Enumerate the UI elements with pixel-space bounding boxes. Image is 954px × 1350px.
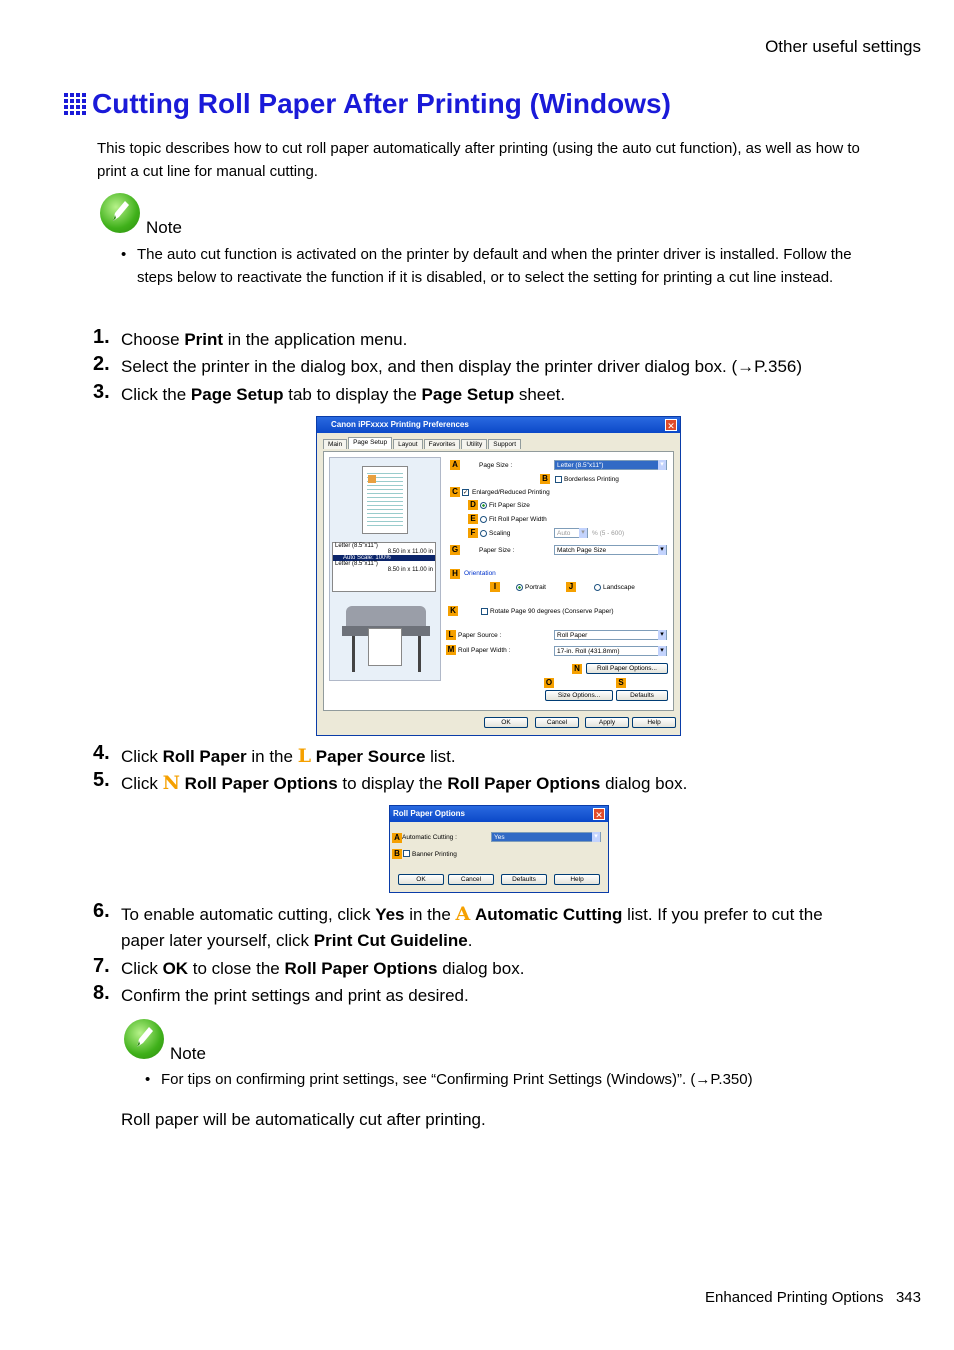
step-5: 5. Click N Roll Paper Options to display the Roll Paper Options dialog box. [93, 769, 688, 794]
dialog2-defaults-button[interactable]: Defaults [501, 874, 547, 885]
step-2: 2. Select the printer in the dialog box, and then display the printer driver dialog box. (→P.356) [93, 353, 803, 376]
automatic-cutting-select[interactable]: Yes ▾ [491, 832, 601, 842]
intro-paragraph: This topic describes how to cut roll paper automatically after printing (using the auto cut function), as well as how to print a cut line for manual cutting. [97, 140, 860, 180]
tab-page-setup[interactable]: Page Setup [348, 437, 392, 449]
dialog2-titlebar: Roll Paper Options ✕ [390, 806, 608, 822]
printer-image [338, 600, 434, 676]
page-setup-dialog-screenshot [316, 416, 681, 736]
fit-roll-radio[interactable] [480, 516, 487, 523]
borderless-checkbox[interactable] [555, 476, 562, 483]
step-3: 3. Click the Page Setup tab to display the Page Setup sheet. [93, 381, 566, 404]
note-label: Note [146, 218, 182, 237]
help-button[interactable]: Help [632, 717, 676, 728]
close-icon[interactable]: ✕ [665, 419, 677, 431]
dialog2-cancel-button[interactable]: Cancel [448, 874, 494, 885]
banner-printing-checkbox[interactable] [403, 850, 410, 857]
preview-area [329, 457, 441, 681]
grid-icon [64, 93, 86, 115]
page-size-select[interactable]: Letter (8.5"x11") ▾ [554, 460, 667, 470]
page-preview-icon [362, 466, 408, 534]
page-title-text: Cutting Roll Paper After Printing (Windows) [92, 88, 671, 119]
apply-button[interactable]: Apply [585, 717, 629, 728]
rotate-checkbox[interactable] [481, 608, 488, 615]
tab-support[interactable]: Support [488, 439, 521, 449]
roll-paper-options-button[interactable]: Roll Paper Options... [586, 663, 668, 674]
step-4: 4. Click Roll Paper in the L Paper Source list. [93, 742, 456, 767]
fit-paper-radio[interactable] [480, 502, 487, 509]
landscape-radio[interactable] [594, 584, 601, 591]
ok-button[interactable]: OK [484, 717, 528, 728]
page-footer: Enhanced Printing Options 343 [705, 1289, 921, 1306]
dialog2-help-button[interactable]: Help [554, 874, 600, 885]
tab-main[interactable]: Main [323, 439, 347, 449]
close-icon[interactable]: ✕ [593, 808, 605, 820]
dialog2-ok-button[interactable]: OK [398, 874, 444, 885]
defaults-button[interactable]: Defaults [616, 690, 668, 701]
roll-paper-options-dialog-screenshot: Roll Paper Options ✕ A Automatic Cutting : Yes ▾ B Banner Printing OK Cancel Defaults Help [389, 805, 609, 893]
enlarged-checkbox[interactable]: ✓ [463, 490, 469, 496]
page-number: 343 [895, 1289, 921, 1306]
paper-size-select[interactable]: Match Page Size ▾ [554, 545, 667, 555]
step-7: 7. Click OK to close the Roll Paper Options dialog box. [93, 955, 525, 978]
step-6-line-2: paper later yourself, click Print Cut Guideline. [121, 931, 473, 950]
paper-source-select[interactable]: Roll Paper ▾ [554, 630, 667, 640]
roll-width-select[interactable]: 17-in. Roll (431.8mm) ▾ [554, 646, 667, 656]
tab-favorites[interactable]: Favorites [424, 439, 461, 449]
dialog-tabs [323, 439, 522, 449]
tab-utility[interactable]: Utility [461, 439, 487, 449]
size-info-box: Letter (8.5"x11") 8.50 in x 11.00 in Auto Scale: 100% Letter (8.5"x11") 8.50 in x 11.00 in [332, 542, 436, 592]
tab-layout[interactable]: Layout [393, 439, 423, 449]
scaling-radio[interactable] [480, 530, 487, 537]
step-1: 1. Choose Print in the application menu. [93, 326, 408, 349]
note-bullet: • The auto cut function is activated on the printer by default and when the printer driver is installed. Follow the steps below to reactivate the function if it is disabled, or to select the setting for printing a cut line instead. [121, 246, 852, 286]
scaling-input[interactable]: Auto ▾ [554, 528, 588, 538]
result-text: Roll paper will be automatically cut after printing. [121, 1110, 486, 1129]
cancel-button[interactable]: Cancel [535, 717, 579, 728]
note-pencil-icon [100, 193, 140, 233]
dialog-titlebar: Canon iPFxxxx Printing Preferences ✕ [317, 417, 680, 433]
note-label: Note [170, 1044, 206, 1063]
page-setup-panel: Letter (8.5"x11") 8.50 in x 11.00 in Auto Scale: 100% Letter (8.5"x11") 8.50 in x 11.00 in A Page Size : Letter (8.5"x11") ▾ B Borderless Printing C ✓ Enlarged/Reduced Printing D Fit Paper Size E Fit Roll Paper Width F Scaling Auto ▾ % (5 - 600) G Paper Size : Match Page Size ▾ H Orientation I Portrait J Landscape K Rotate Page 90 degrees (Conserve Paper) L Paper Source : Roll Paper ▾ M Roll Paper Width : 17-in. Roll (431.8mm) ▾ N Roll Paper Options... O S Size Options... Defaults [323, 451, 674, 711]
page-title [64, 88, 671, 120]
note-pencil-icon [124, 1019, 164, 1059]
step-6: 6. To enable automatic cutting, click Yes in the A Automatic Cutting list. If you prefer to cut the [93, 900, 823, 925]
running-header: Other useful settings [765, 37, 921, 56]
size-options-button[interactable]: Size Options... [545, 690, 613, 701]
step-8: 8. Confirm the print settings and print as desired. [93, 982, 469, 1005]
note-bullet: • For tips on confirming print settings, see “Confirming Print Settings (Windows)”. (→P.350) [145, 1071, 753, 1088]
portrait-radio[interactable] [516, 584, 523, 591]
